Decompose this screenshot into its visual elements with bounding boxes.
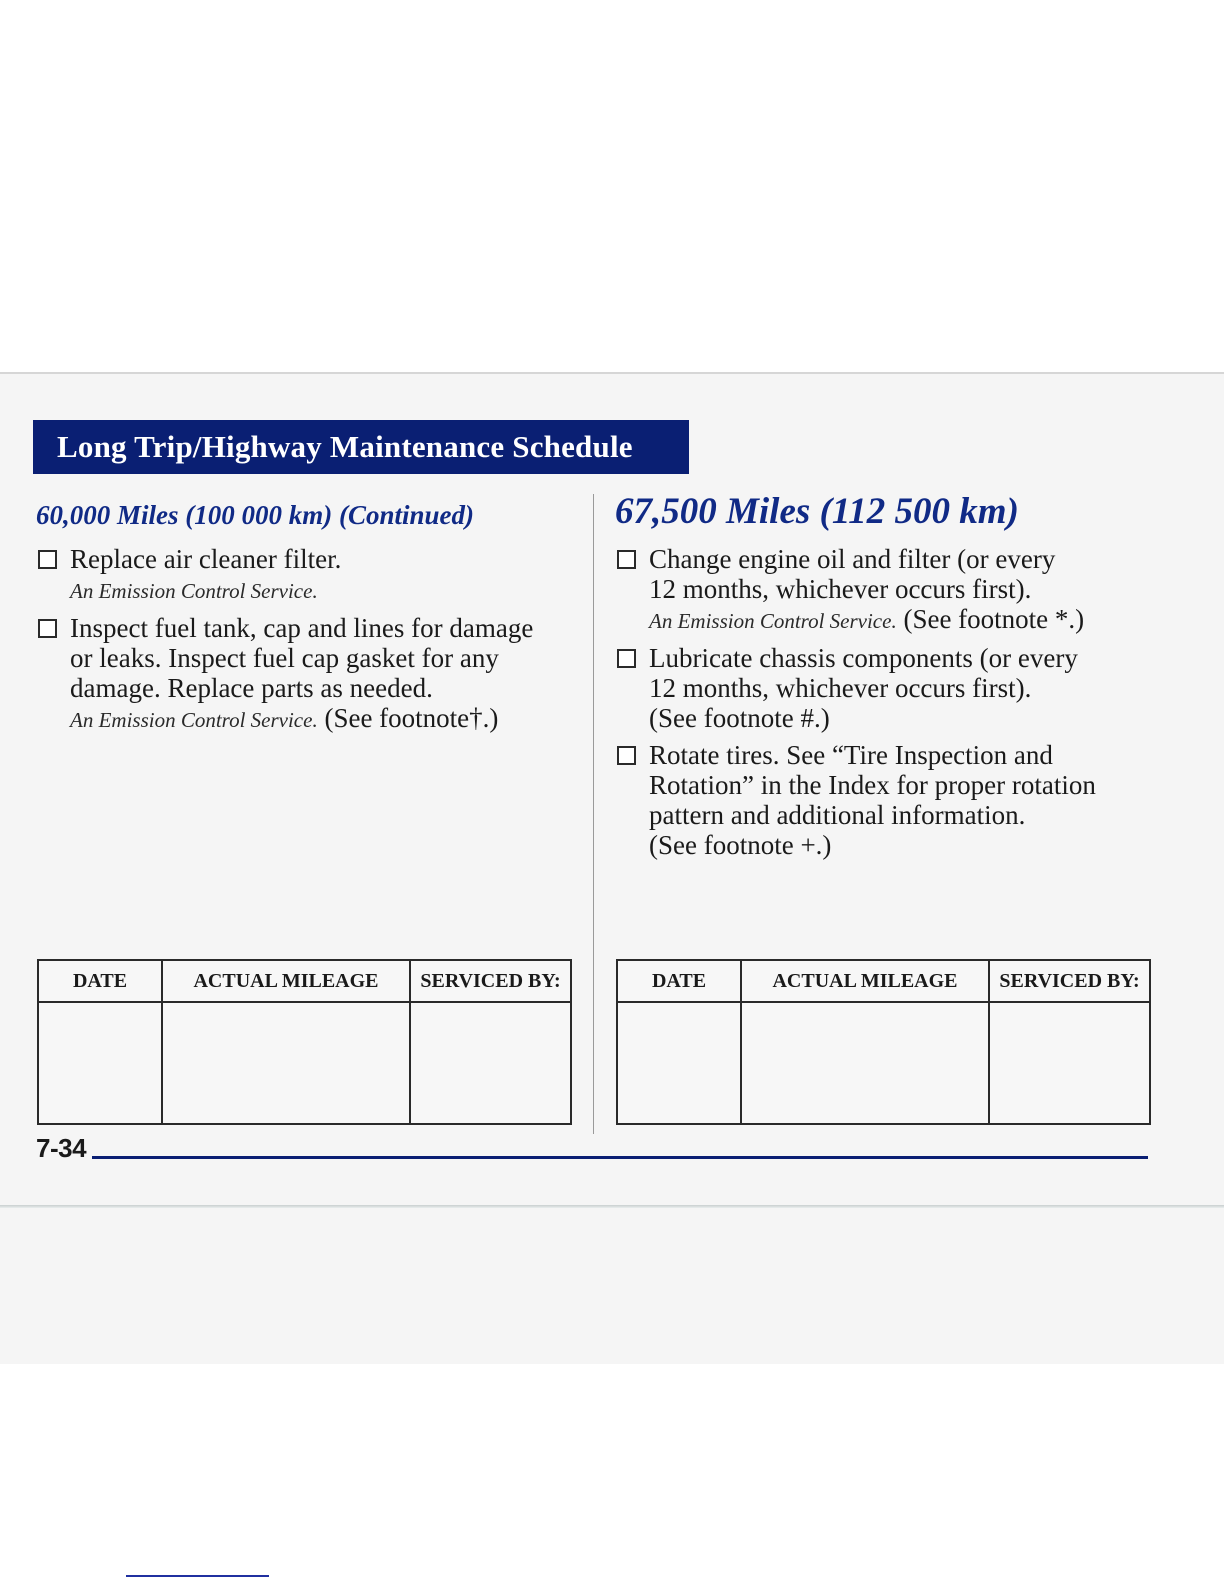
date-header: DATE <box>38 960 162 1002</box>
item-line: Lubricate chassis components (or every <box>649 643 1078 673</box>
item-text <box>70 613 533 735</box>
mileage-header: ACTUAL MILEAGE <box>162 960 410 1002</box>
checkbox[interactable] <box>617 649 636 668</box>
item-line: or leaks. Inspect fuel cap gasket for any <box>70 643 499 673</box>
date-header: DATE <box>617 960 741 1002</box>
item-line: Replace air cleaner filter. <box>70 544 342 574</box>
emission-note: An Emission Control Service. <box>70 708 318 732</box>
item-line: Rotate tires. See “Tire Inspection and <box>649 740 1053 770</box>
emission-note: An Emission Control Service. <box>649 609 897 633</box>
item-line: Rotation” in the Index for proper rotation <box>649 770 1096 800</box>
scan-artifact-line <box>126 1575 269 1577</box>
item-line: 12 months, whichever occurs first). <box>649 673 1032 703</box>
item-line: damage. Replace parts as needed. <box>70 673 433 703</box>
service-log-table <box>616 959 1151 1125</box>
checkbox[interactable] <box>617 746 636 765</box>
page-number: 7-34 <box>36 1133 87 1163</box>
banner-title: Long Trip/Highway Maintenance Schedule <box>57 429 633 464</box>
item-text <box>649 643 1078 733</box>
item-line: (See footnote +.) <box>649 830 832 860</box>
serviced-by-header: SERVICED BY: <box>989 960 1150 1002</box>
mileage-cell[interactable] <box>162 1002 410 1124</box>
mileage-cell[interactable] <box>741 1002 989 1124</box>
column-divider <box>593 494 594 1134</box>
item-note <box>70 574 341 606</box>
right-interval-heading: 67,500 Miles (112 500 km) <box>615 491 1019 532</box>
emission-note: An Emission Control Service. <box>70 579 318 603</box>
date-cell[interactable] <box>38 1002 162 1124</box>
item-text <box>70 544 341 606</box>
item-text <box>649 544 1084 636</box>
serviced-by-cell[interactable] <box>410 1002 571 1124</box>
footnote-ref: (See footnote†.) <box>324 703 499 733</box>
service-log-table <box>37 959 572 1125</box>
footer-rule <box>92 1156 1148 1159</box>
date-cell[interactable] <box>617 1002 741 1124</box>
serviced-by-cell[interactable] <box>989 1002 1150 1124</box>
item-line: Change engine oil and filter (or every <box>649 544 1056 574</box>
serviced-by-header: SERVICED BY: <box>410 960 571 1002</box>
mileage-header: ACTUAL MILEAGE <box>741 960 989 1002</box>
item-note <box>70 703 533 735</box>
item-line: 12 months, whichever occurs first). <box>649 574 1032 604</box>
item-line: (See footnote #.) <box>649 703 830 733</box>
checkbox[interactable] <box>38 550 57 569</box>
item-text <box>649 740 1096 860</box>
checkbox[interactable] <box>38 619 57 638</box>
left-interval-heading: 60,000 Miles (100 000 km) (Continued) <box>36 500 475 530</box>
footnote-ref: (See footnote *.) <box>903 604 1085 634</box>
page-edge <box>0 1205 1224 1208</box>
checkbox[interactable] <box>617 550 636 569</box>
section-banner <box>33 420 689 474</box>
item-line: pattern and additional information. <box>649 800 1026 830</box>
item-note <box>649 604 1084 636</box>
item-line: Inspect fuel tank, cap and lines for damage <box>70 613 534 643</box>
